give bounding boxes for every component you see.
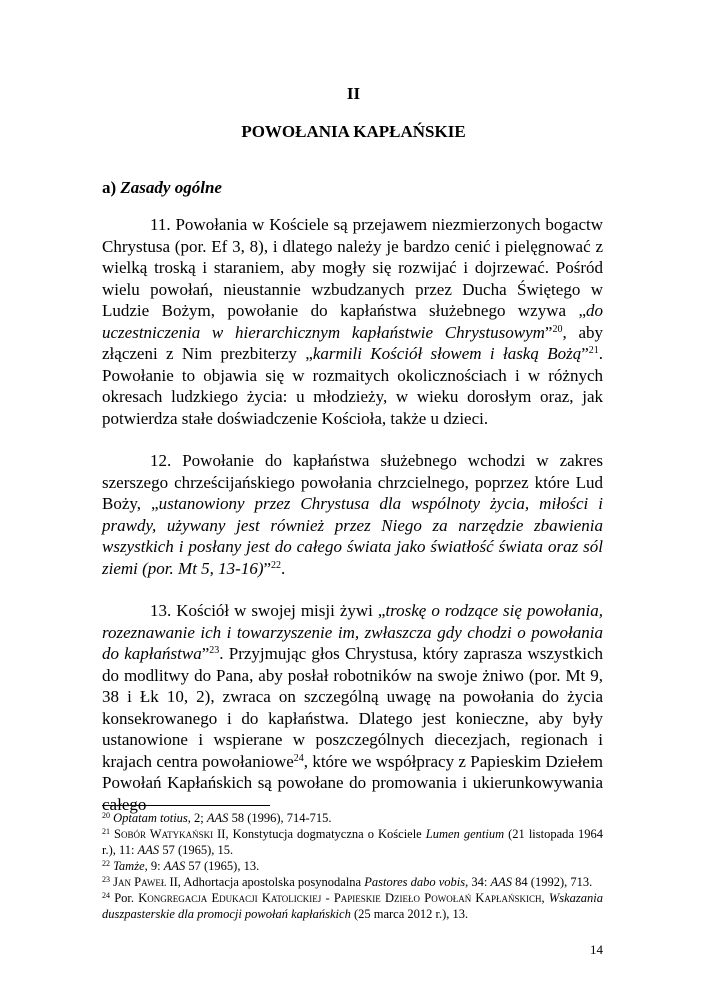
text-run: AAS	[163, 859, 186, 873]
text-run: .	[281, 558, 286, 578]
paragraph-11	[102, 214, 603, 429]
text-run: Por.	[114, 891, 139, 905]
text-run: , 2;	[187, 811, 207, 825]
quote-italic: ustanowiony przez Chrystusa dla wspólnoty życia, miłości i prawdy, używany jest również przez Niego za narzędzie zbawienia wszystkich i posłany jest do całego świata jako światłość świata oraz sól ziemi (por. Mt 5, 13-16)	[102, 494, 603, 578]
footnote-ref: 22	[271, 559, 282, 571]
text-run: Kościół w swojej misji żywi „	[171, 601, 386, 620]
text-run: Pastores dabo vobis	[364, 875, 466, 889]
paragraph-13	[102, 600, 603, 815]
text-run: ”	[201, 644, 210, 663]
quote-italic: do uczestniczenia w hierarchicznym kapłaństwie Chrystusowym	[102, 301, 603, 342]
paragraph-12	[102, 450, 603, 579]
text-run: AAS	[490, 875, 513, 889]
text-run: Powołania w Kościele są przejawem niezmierzonych bogactw Chrystusa (por. Ef 3, 8), i dlatego należy je bardzo cenić i pielęgnować z wielką troską i staraniem, aby mogły się rozwijać i dojrzewać. Pośród wielu powołań, nieustannie wzbudzanych przez Ducha Świętego w Ludzie Bożym, powołanie do kapłaństwa służebnego wzywa „	[102, 215, 603, 320]
text-run: Wskazania duszpasterskie dla promocji powołań kapłańskich	[102, 891, 604, 921]
text-run: 58 (1996), 714-715.	[228, 811, 332, 825]
author-smallcaps: Sobór Watykański II	[114, 827, 226, 841]
footnote-ref: 20	[552, 323, 563, 335]
footnote-number: 21	[102, 827, 110, 836]
text-run: Optatam totius	[113, 811, 188, 825]
footnote-23	[102, 874, 603, 890]
quote-italic: troskę o rodzące się powołania, rozeznawanie ich i towarzyszenie im, zwłaszcza gdy chodzi o powołania do kapłaństwa	[102, 601, 603, 663]
text-run: AAS	[137, 843, 160, 857]
text-run: , które we współpracy z Papieskim Dziełem Powołań Kapłańskich są powołane do promowania i ukierunkowywania całego	[102, 751, 603, 814]
text-run: . Powołanie to objawia się w rozmaitych okolicznościach i w różnych okresach ludzkiego życia: u młodzieży, w wieku dorosłym oraz, jak potwierdza stałe doświadczenie Kościoła, także u dzieci.	[102, 344, 603, 428]
text-run: . Przyjmując głos Chrystusa, który zaprasza wszystkich do modlitwy do Pana, aby posłał robotników na swoje żniwo (por. Mt 9, 38 i Łk 10, 2), zwraca on szczególną uwagę na powołania do życia konsekrowanego i do kapłaństwa. Dlatego jest konieczne, aby były ustanowione i wspierane w poszczególnych diecezjach, regionach i krajach centra powołaniowe	[102, 644, 603, 771]
footnote-24	[102, 890, 603, 922]
footnote-number: 22	[102, 859, 110, 868]
text-run: ”	[263, 558, 272, 578]
text-run: , aby złączeni z Nim prezbiterzy „	[102, 322, 603, 363]
text-run: ”	[581, 344, 589, 363]
footnote-ref: 24	[293, 752, 304, 764]
paragraph-number: 11.	[150, 215, 171, 234]
page-number: 14	[590, 942, 603, 957]
text-run: AAS	[206, 811, 229, 825]
text-run: ”	[544, 322, 553, 342]
paragraph-number: 13.	[150, 601, 172, 620]
chapter-title: POWOŁANIA KAPŁAŃSKIE	[241, 122, 466, 141]
text-run: , 34:	[465, 875, 491, 889]
text-run: 84 (1992), 713.	[512, 875, 593, 889]
footnote-number: 20	[102, 811, 110, 820]
footnote-20	[102, 810, 603, 826]
quote-italic: karmili Kościół słowem i łaską Bożą	[312, 344, 582, 363]
section-label: a)	[102, 178, 117, 197]
footnote-ref: 21	[588, 345, 599, 356]
text-run: 57 (1965), 13.	[185, 859, 260, 873]
footnotes	[102, 810, 603, 922]
footnote-divider	[102, 805, 270, 806]
author-smallcaps: Jan Paweł II	[113, 875, 178, 889]
text-run: Powołanie do kapłaństwa służebnego wchodzi w zakres szerszego chrześcijańskiego powołania chrzcielnego, poprzez które Lud Boży, „	[102, 451, 603, 513]
footnote-22	[102, 858, 603, 874]
text-run: (25 marca 2012 r.), 13.	[350, 907, 469, 921]
author-smallcaps: Kongregacja Edukacji Katolickiej - Papieskie Dzieło Powołań Kapłańskich	[138, 891, 542, 905]
text-run: , 9:	[144, 859, 164, 873]
footnote-number: 24	[102, 891, 110, 900]
footnote-ref: 23	[209, 645, 220, 656]
body-text	[102, 214, 603, 836]
paragraph-number: 12.	[150, 451, 172, 470]
text-run: (21 listopada 1964 r.), 11:	[102, 827, 603, 857]
text-run: 57 (1965), 15.	[159, 843, 234, 857]
text-run: , Konstytucja dogmatyczna o Kościele	[225, 827, 426, 841]
footnote-21	[102, 826, 603, 858]
text-run: , Adhortacja apostolska posynodalna	[177, 875, 365, 889]
text-run: ,	[541, 891, 549, 905]
text-run: Tamże	[113, 859, 145, 873]
footnote-number: 23	[102, 875, 110, 884]
text-run: Lumen gentium	[425, 827, 505, 841]
section-heading	[102, 178, 222, 198]
chapter-number: II	[346, 84, 361, 103]
section-title: Zasady ogólne	[120, 178, 222, 197]
